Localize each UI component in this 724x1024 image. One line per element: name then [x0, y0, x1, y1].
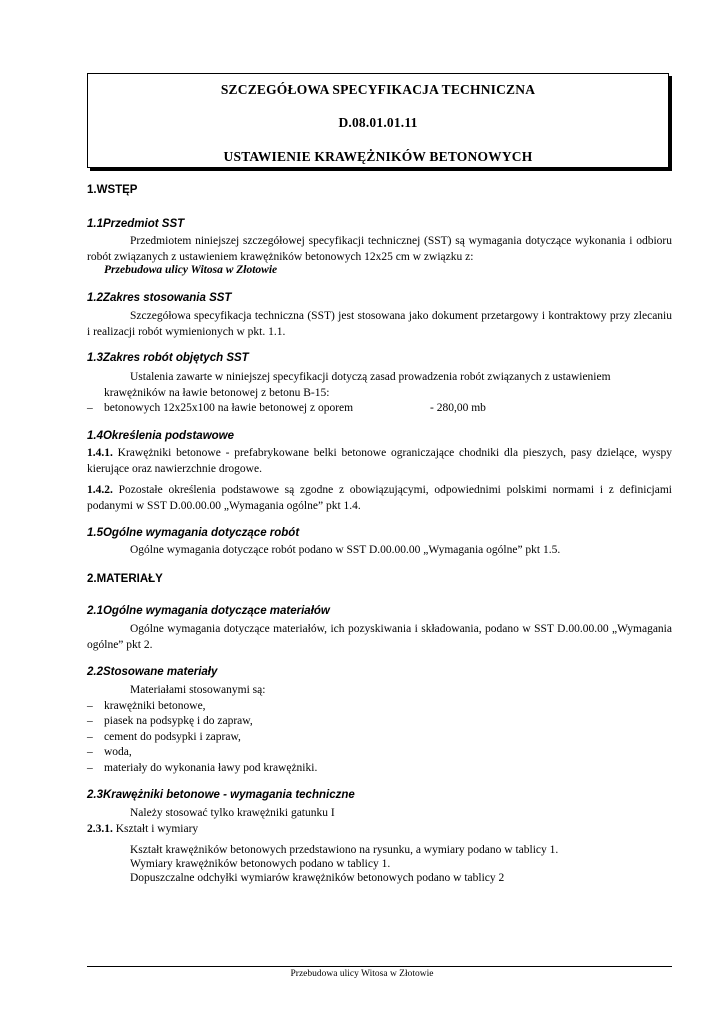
section-1-2-heading: 1.2Zakres stosowania SST	[87, 292, 232, 304]
list-item: – materiały do wykonania ławy pod krawężniki.	[87, 762, 318, 774]
section-2-2-heading: 2.2Stosowane materiały	[87, 666, 218, 678]
page-footer: Przebudowa ulicy Witosa w Złotowie	[290, 969, 434, 979]
definition-1-4-2	[87, 483, 672, 514]
materials-intro: Materiałami stosowanymi są:	[130, 684, 266, 696]
section-1-heading: 1.WSTĘP	[87, 184, 138, 196]
list-item: – woda,	[87, 746, 132, 758]
section-2-heading: 2.MATERIAŁY	[87, 573, 163, 585]
section-1-1-heading: 1.1Przedmiot SST	[87, 218, 185, 230]
scope-item-description: betonowych 12x25x100 na ławie betonowej z oporem	[104, 402, 354, 414]
section-1-3-text-2: krawężników na ławie betonowej z betonu B-15:	[104, 387, 330, 399]
section-1-3-heading: 1.3Zakres robót objętych SST	[87, 352, 249, 364]
definition-number: 1.4.2.	[87, 484, 113, 496]
section-1-3-text: Ustalenia zawarte w niniejszej specyfikacji dotyczą zasad prowadzenia robót związanych z ustawieniem	[130, 371, 611, 383]
document-code: D.08.01.01.11	[338, 115, 418, 130]
definition-text: Pozostałe określenia podstawowe są zgodne z obowiązującymi, odpowiednimi polskimi normami i z definicjami podanymi w SST D.00.00.00 „Wymagania ogólne” pkt 1.4.	[87, 484, 672, 512]
list-item: – piasek na podsypkę i do zapraw,	[87, 715, 253, 727]
scope-item: – betonowych 12x25x100 na ławie betonowej z oporem	[87, 402, 354, 414]
section-2-1-text: Ogólne wymagania dotyczące materiałów, ich pozyskiwania i składowania, podano w SST D.00.00.00 „Wymagania ogólne” pkt 2.	[87, 623, 672, 651]
subsection-title: Kształt i wymiary	[115, 823, 199, 835]
section-1-5-text: Ogólne wymagania dotyczące robót podano w SST D.00.00.00 „Wymagania ogólne” pkt 1.5.	[130, 544, 561, 556]
document-subject: USTAWIENIE KRAWĘŻNIKÓW BETONOWYCH	[223, 149, 533, 164]
list-item: – krawężniki betonowe,	[87, 700, 206, 712]
list-item: – cement do podsypki i zapraw,	[87, 731, 241, 743]
paragraph-line: Kształt krawężników betonowych przedstawiono na rysunku, a wymiary podano w tablicy 1.	[130, 844, 559, 856]
paragraph-line: Dopuszczalne odchyłki wymiarów krawężników betonowych podano w tablicy 2	[130, 872, 505, 884]
section-1-4-heading: 1.4Określenia podstawowe	[87, 430, 235, 442]
scope-item-quantity: - 280,00 mb	[430, 402, 486, 414]
section-1-2-text: Szczegółowa specyfikacja techniczna (SST) jest stosowana jako dokument przetargowy i kontraktowy przy zlecaniu i realizacji robót wymienionych w pkt. 1.1.	[87, 310, 672, 338]
section-2-3-text: Należy stosować tylko krawężniki gatunku I	[130, 807, 335, 819]
paragraph-line: Wymiary krawężników betonowych podano w tablicy 1.	[130, 858, 391, 870]
project-name: Przebudowa ulicy Witosa w Złotowie	[104, 264, 278, 276]
section-1-1-text: Przedmiotem niniejszej szczegółowej specyfikacji technicznej (SST) są wymagania dotyczące wykonania i odbioru robót związanych z ustawieniem krawężników betonowych 12x25 cm w związku z:	[87, 235, 672, 263]
title-box	[87, 73, 669, 168]
section-2-3-heading: 2.3Krawężniki betonowe - wymagania techniczne	[87, 789, 355, 801]
footer-divider	[87, 966, 672, 967]
section-2-1-heading: 2.1Ogólne wymagania dotyczące materiałów	[87, 605, 330, 617]
section-1-5-heading: 1.5Ogólne wymagania dotyczące robót	[87, 527, 300, 539]
subsection-2-3-1	[87, 822, 198, 837]
definition-text: Krawężniki betonowe - prefabrykowane belki betonowe ograniczające chodniki dla pieszych, pasy dzielące, wyspy kierujące oraz nawierzchnie drogowe.	[87, 447, 673, 475]
document-title: SZCZEGÓŁOWA SPECYFIKACJA TECHNICZNA	[220, 82, 536, 97]
definition-number: 1.4.1.	[87, 447, 113, 459]
subsection-number: 2.3.1.	[87, 823, 113, 835]
definition-1-4-1	[87, 446, 672, 477]
